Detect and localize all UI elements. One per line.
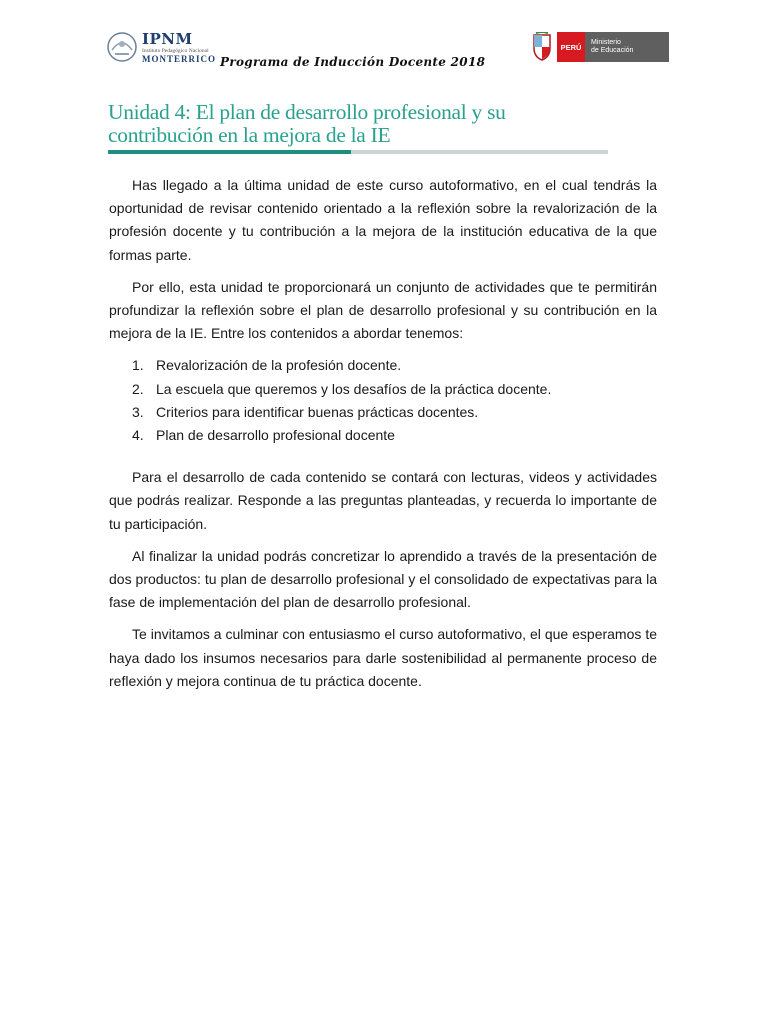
unit-title	[108, 101, 628, 147]
paragraph-products: Al finalizar la unidad podrás concretizar lo aprendido a través de la presentación de dos productos: tu plan de desarrollo profesional y el consolidado de expectativas para la fase de implementación del plan de desarrollo profesional.	[109, 547, 657, 611]
ministry-line-1: Ministerio	[591, 39, 621, 46]
title-underline	[108, 150, 608, 154]
peru-shield-icon	[530, 32, 554, 62]
list-item-text: Criterios para identificar buenas prácticas docentes.	[156, 403, 479, 420]
program-title: Programa de Inducción Docente 2018	[220, 55, 486, 69]
list-item-number: 1.	[132, 357, 144, 374]
peru-label: PERÚ	[557, 32, 585, 62]
paragraph-activities: Por ello, esta unidad te proporcionará un conjunto de actividades que te permitirán profundizar la reflexión sobre el plan de desarrollo profesional y su contribución en la mejora de la IE. Entre los contenidos a abordar tenemos:	[109, 278, 657, 342]
ipnm-logo	[106, 30, 217, 66]
list-item	[109, 424, 657, 447]
title-underline-rest	[351, 150, 608, 154]
unit-title-line-1: Unidad 4: El plan de desarrollo profesional y su	[108, 100, 506, 124]
list-item-number: 2.	[132, 380, 144, 397]
ipnm-place: MONTERRICO	[142, 54, 217, 64]
paragraph-intro: Has llegado a la última unidad de este curso autoformativo, en el cual tendrás la oportunidad de revisar contenido orientado a la reflexión sobre la revalorización de la profesión docente y tu contribución a la mejora de la institución educativa de la que formas parte.	[109, 177, 657, 263]
ipnm-title: IPNM	[142, 30, 193, 48]
content-list	[109, 354, 657, 447]
ministry-label	[585, 32, 669, 62]
ministry-line-2: de Educación	[591, 47, 634, 54]
paragraph-closing: Te invitamos a culminar con entusiasmo el curso autoformativo, el que esperamos te haya dado los insumos necesarios para darle sostenibilidad al permanente proceso de reflexión y mejora continua de tu práctica docente.	[109, 626, 657, 689]
list-item-text: Plan de desarrollo profesional docente	[156, 427, 395, 444]
spacer	[109, 447, 657, 466]
body-content	[109, 174, 657, 702]
list-item-text: Revalorización de la profesión docente.	[156, 357, 402, 374]
list-item	[109, 401, 657, 424]
list-item	[109, 354, 657, 377]
page-header	[0, 0, 768, 80]
ipnm-subtitle: Instituto Pedagógico Nacional	[142, 48, 209, 54]
ipnm-emblem-icon	[106, 30, 138, 64]
list-item-text: La escuela que queremos y los desafíos de la práctica docente.	[156, 380, 552, 397]
list-item-number: 4.	[132, 427, 144, 444]
title-underline-accent	[108, 150, 351, 154]
list-item-number: 3.	[132, 403, 144, 420]
paragraph-resources: Para el desarrollo de cada contenido se contará con lecturas, videos y actividades que podrás realizar. Responde a las preguntas planteadas, y recuerda lo importante de tu participación.	[109, 469, 657, 532]
unit-title-line-2: contribución en la mejora de la IE	[108, 123, 391, 147]
list-item	[109, 378, 657, 401]
minedu-logo	[530, 32, 670, 62]
